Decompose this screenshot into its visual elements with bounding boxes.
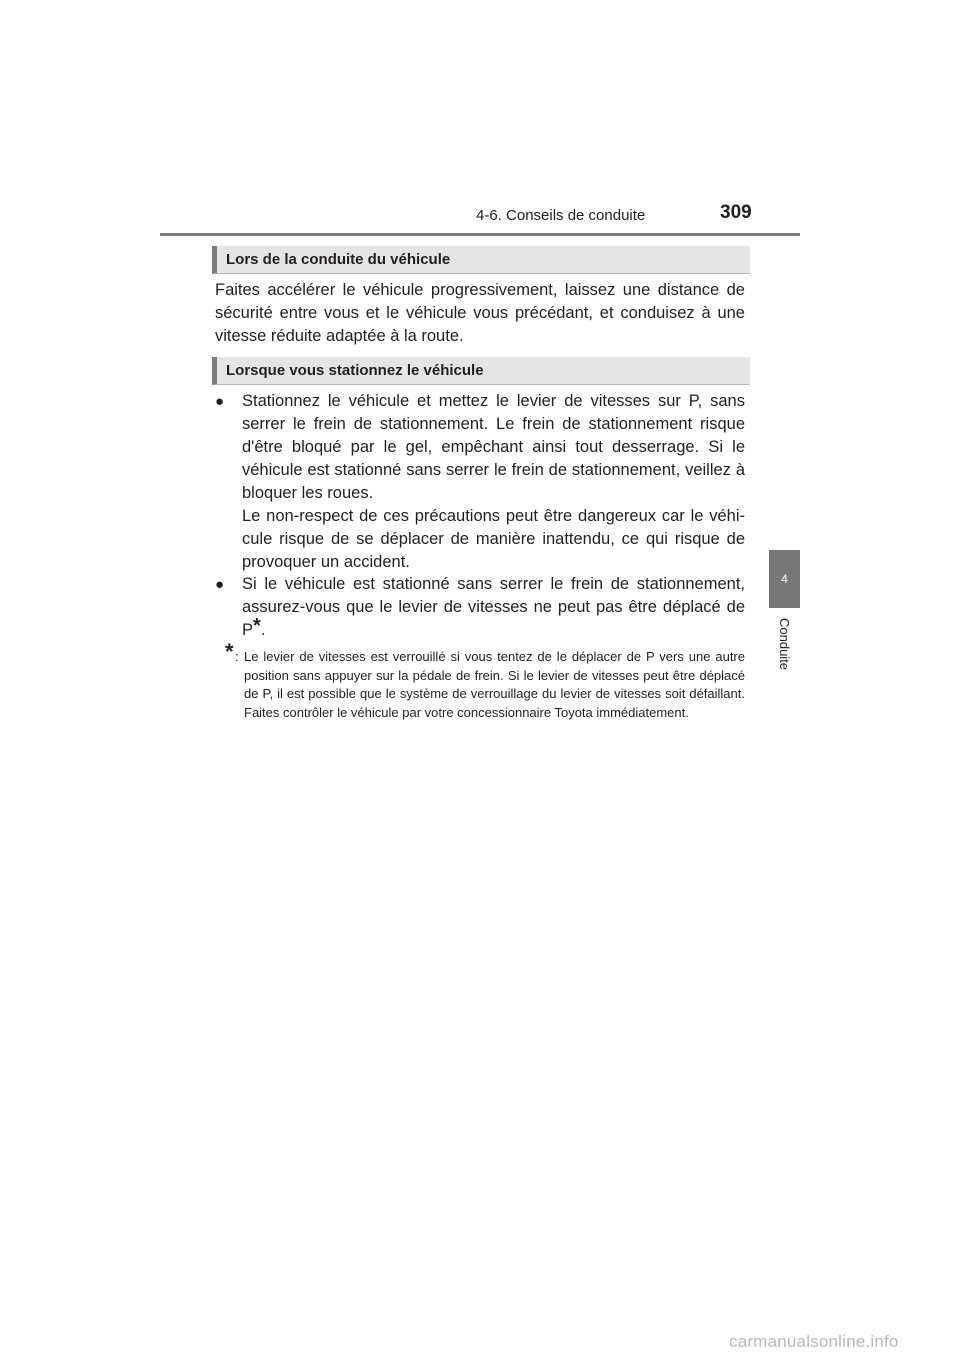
parking-bullet-1	[242, 390, 745, 574]
bullet-icon: ●	[215, 576, 225, 593]
header-divider	[160, 233, 800, 236]
watermark: carmanualsonline.info	[729, 1332, 899, 1351]
footnote-colon: :	[235, 649, 239, 664]
parking-bullet-2-end: .	[260, 621, 266, 639]
section-heading-driving: Lors de la conduite du véhicule	[212, 246, 750, 274]
parking-bullet-2-text: Si le véhicule est stationné sans serrer le frein de stationnement, assurez-vous que le levier de vitesses ne peut pas être déplacé de P	[242, 575, 745, 639]
footnote-star: *	[225, 639, 234, 664]
driving-paragraph: Faites accélérer le véhicule progressivement, laissez une distance de sécurité entre vous et le véhicule vous précédant, et conduisez à une vitesse réduite adaptée à la route.	[215, 281, 745, 345]
bullet-icon: ●	[215, 393, 225, 410]
parking-bullet-1-continuation: Le non-respect de ces précautions peut être dangereux car le véhicule risque de se déplacer de manière inattendu, ce qui risque de provoquer un accident.	[242, 507, 745, 571]
page-number: 309	[720, 202, 752, 223]
chapter-label: Conduite	[777, 618, 792, 671]
parking-bullet-1-text: Stationnez le véhicule et mettez le levier de vitesses sur P, sans serrer le frein de stationnement. Le frein de stationnement risque d'être bloqué par le gel, empêchant ainsi tout desserrage. Si le véhicule est stationné sans serrer le frein de stationnement, veillez à bloquer les roues.	[242, 392, 745, 502]
section-heading-parking: Lorsque vous stationnez le véhicule	[212, 357, 750, 385]
footnote-ref-star: *	[253, 615, 261, 637]
parking-bullet-2	[242, 573, 745, 642]
footnote-text: Le levier de vitesses est verrouillé si vous tentez de le déplacer de P vers une autre position sans appuyer sur la pédale de frein. Si le levier de vitesses peut être déplacé de P, il est possible que le système de verrouillage du levier de vitesses soit défaillant. Faites contrôler le véhicule par votre concessionnaire Toyota immédiatement.	[244, 649, 745, 720]
chapter-tab: 4	[769, 550, 800, 608]
section-title: 4-6. Conseils de conduite	[476, 207, 646, 224]
